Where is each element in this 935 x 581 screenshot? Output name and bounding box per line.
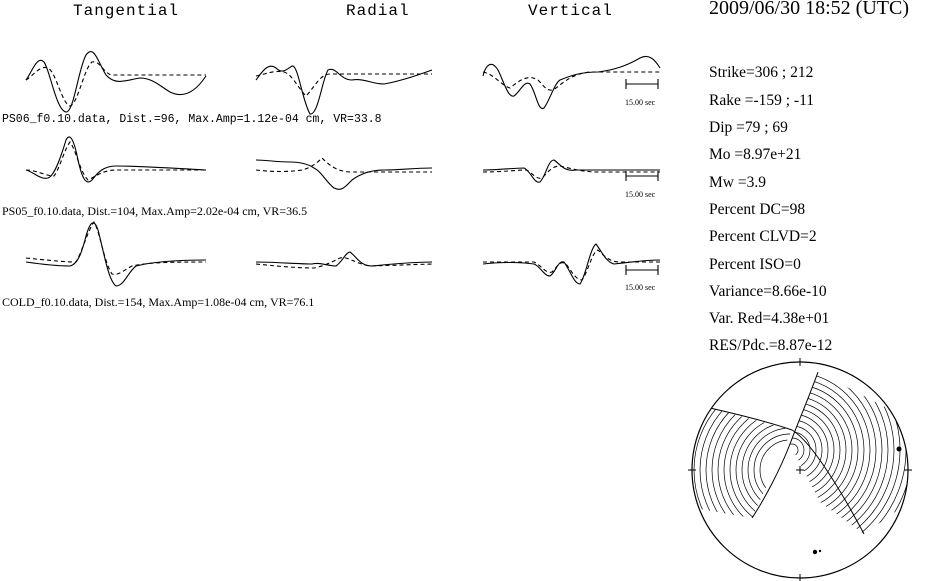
time-scale-label-2: 15.00 sec bbox=[625, 190, 656, 199]
ps06-radial-synthetic bbox=[256, 71, 432, 96]
stat-percent-dc: Percent DC=98 bbox=[709, 201, 806, 218]
ps06-tangential-observed bbox=[26, 52, 206, 112]
station-label-ps06: PS06_f0.10.data, Dist.=96, Max.Amp=1.12e-04 cm, VR=33.8 bbox=[2, 113, 382, 126]
ps06-tangential-synthetic bbox=[26, 62, 206, 106]
cold-tangential-synthetic bbox=[26, 222, 206, 274]
stat-strike: Strike=306 ; 212 bbox=[709, 64, 814, 81]
ps05-vertical-observed bbox=[483, 160, 660, 182]
cold-radial-observed bbox=[256, 252, 432, 266]
ps06-vertical-synthetic bbox=[483, 72, 660, 90]
cold-vertical-observed bbox=[483, 244, 660, 284]
header-vertical: Vertical bbox=[528, 2, 613, 20]
ps05-tangential-observed bbox=[26, 137, 206, 182]
cold-timescale-bar bbox=[626, 265, 658, 275]
header-radial: Radial bbox=[346, 2, 410, 20]
stat-res-pdc: RES/Pdc.=8.87e-12 bbox=[709, 337, 833, 354]
ps05-tangential-synthetic bbox=[26, 142, 206, 180]
ps05-radial-synthetic bbox=[256, 158, 432, 172]
stat-moment: Mo =8.97e+21 bbox=[709, 146, 802, 163]
stat-magnitude: Mw =3.9 bbox=[709, 174, 766, 191]
stat-dip: Dip =79 ; 69 bbox=[709, 119, 788, 136]
time-scale-label-3: 15.00 sec bbox=[625, 283, 656, 292]
time-scale-label-1: 15.00 sec bbox=[625, 98, 656, 107]
event-datetime: 2009/06/30 18:52 (UTC) bbox=[709, 0, 909, 19]
stat-percent-clvd: Percent CLVD=2 bbox=[709, 228, 817, 245]
stat-variance-reduction: Var. Red=4.38e+01 bbox=[709, 310, 830, 327]
ps06-radial-observed bbox=[256, 66, 432, 114]
ps05-radial-observed bbox=[256, 160, 432, 189]
ps06-vertical-observed bbox=[483, 56, 660, 108]
stat-rake: Rake =-159 ; -11 bbox=[709, 92, 815, 109]
stat-percent-iso: Percent ISO=0 bbox=[709, 256, 801, 273]
stat-variance: Variance=8.66e-10 bbox=[709, 283, 827, 300]
station-label-cold: COLD_f0.10.data, Dist.=154, Max.Amp=1.08e-04 cm, VR=76.1 bbox=[2, 295, 315, 309]
focal-mechanism-beachball bbox=[672, 330, 912, 581]
ps06-timescale-bar bbox=[626, 79, 658, 89]
cold-tangential-observed bbox=[26, 223, 206, 286]
station-label-ps05: PS05_f0.10.data, Dist.=104, Max.Amp=2.02e-04 cm, VR=36.5 bbox=[2, 204, 308, 218]
header-tangential: Tangential bbox=[73, 2, 180, 20]
